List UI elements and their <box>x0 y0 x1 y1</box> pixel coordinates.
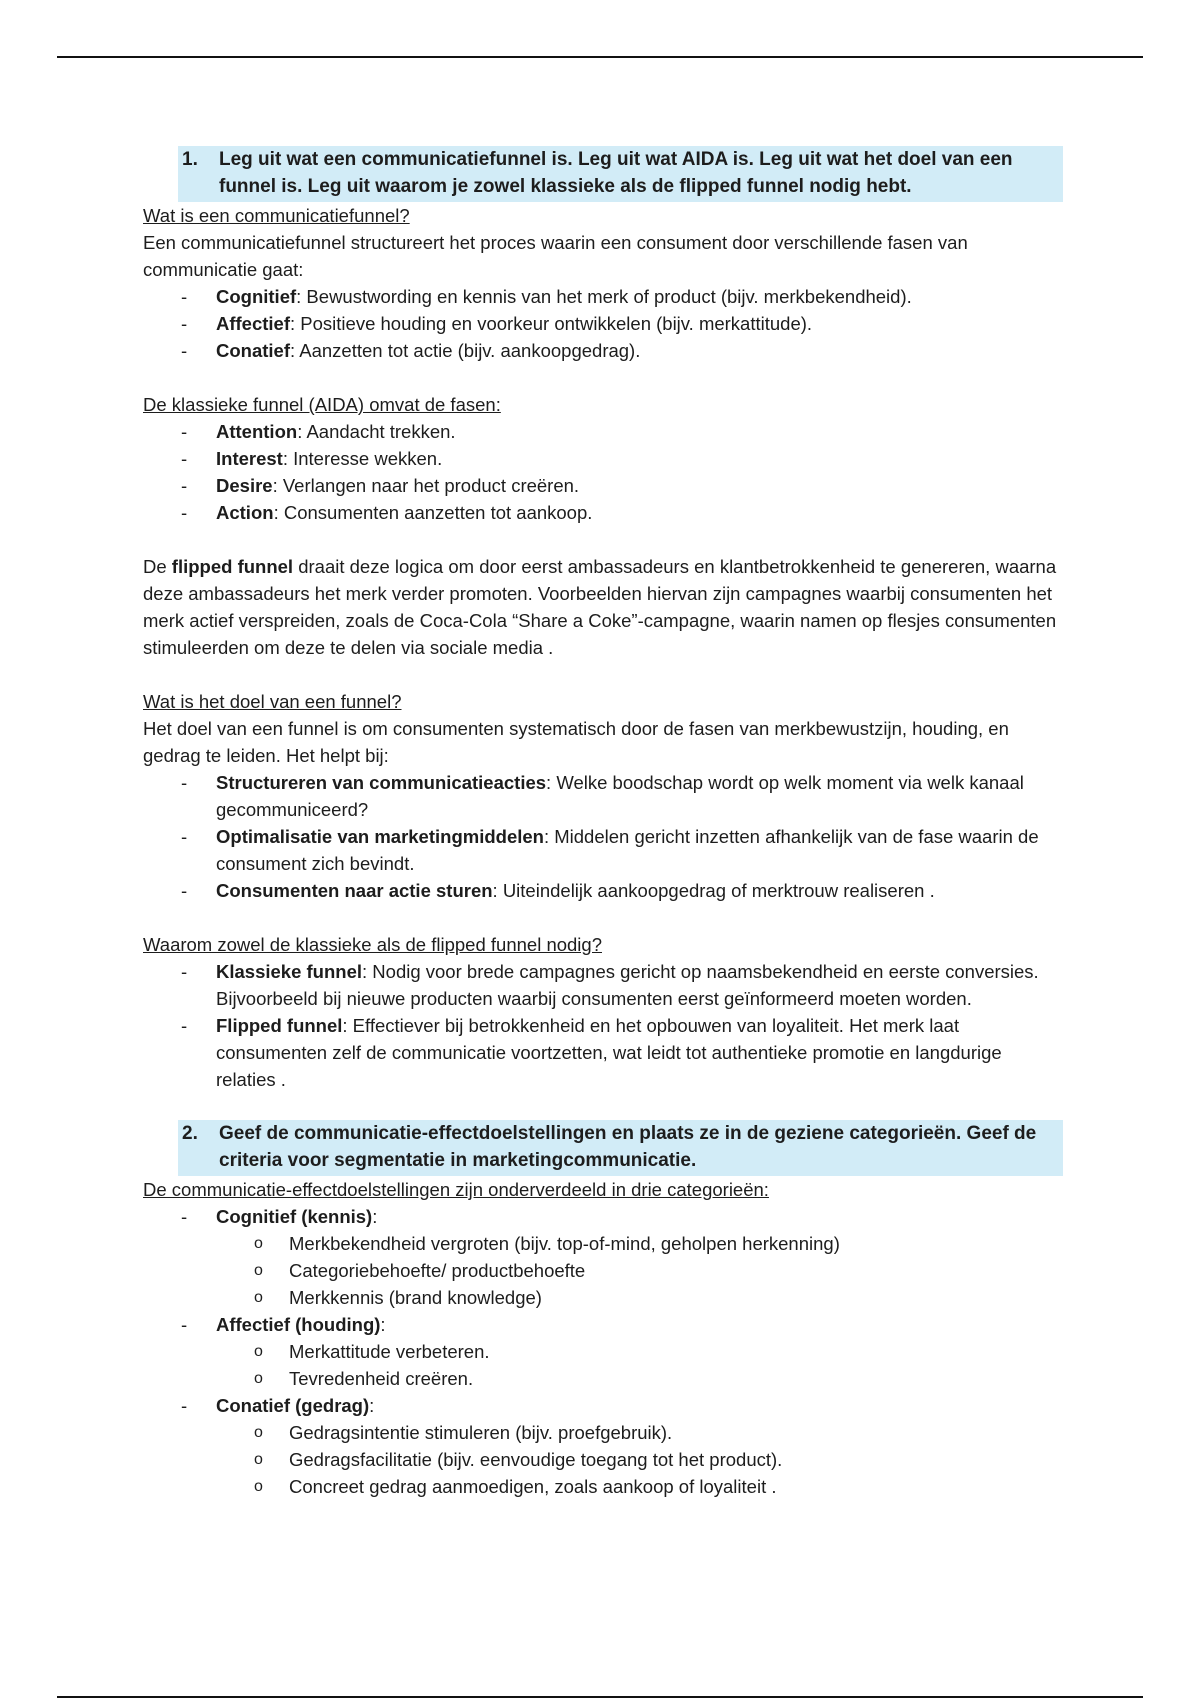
term: Cognitief (kennis) <box>216 1206 373 1227</box>
term: Klassieke funnel <box>216 961 363 982</box>
term: Conatief (gedrag) <box>216 1395 370 1416</box>
section-heading: De communicatie-effectdoelstellingen zijn onderverdeeld in drie categorieën: <box>143 1179 769 1200</box>
question-1-heading <box>178 146 1063 202</box>
list-item <box>143 472 1063 499</box>
definition: : Welke boodschap wordt op welk moment via welk kanaal gecommuniceerd? <box>216 772 1024 820</box>
sub-list-item: o Merkattitude verbeteren. <box>143 1338 1063 1365</box>
list-item <box>143 877 1063 904</box>
definition: : Interesse wekken. <box>282 448 443 469</box>
term: Affectief <box>216 313 291 334</box>
sub-list-item: o Merkbekendheid vergroten (bijv. top-of-mind, geholpen herkenning) <box>143 1230 1063 1257</box>
text-run: De <box>143 556 172 577</box>
list-item <box>143 337 1063 364</box>
definition: : Aandacht trekken. <box>297 421 456 442</box>
term: Cognitief <box>216 286 297 307</box>
flipped-funnel-paragraph <box>143 553 1063 661</box>
paragraph: Het doel van een funnel is om consumenten systematisch door de fasen van merkbewustzijn, houding, en gedrag te leiden. Het helpt bij: <box>143 718 1009 766</box>
sub-list <box>143 1230 1063 1311</box>
term: Action <box>216 502 274 523</box>
section-heading: De klassieke funnel (AIDA) omvat de fasen: <box>143 394 501 415</box>
sub-list-item: o Categoriebehoefte/ productbehoefte <box>143 1257 1063 1284</box>
sub-list <box>143 1419 1063 1500</box>
list-item <box>143 769 1063 823</box>
paragraph: Een communicatiefunnel structureert het proces waarin een consument door verschillende fasen van communicatie gaat: <box>143 232 968 280</box>
list-item <box>143 1392 1063 1419</box>
list-item <box>143 1203 1063 1230</box>
question-2-heading <box>178 1120 1063 1176</box>
list-item <box>143 445 1063 472</box>
definition: : Uiteindelijk aankoopgedrag of merktrouw realiseren . <box>492 880 935 901</box>
bullet-list <box>143 283 1063 364</box>
top-rule <box>57 56 1143 58</box>
term: Flipped funnel <box>216 1015 343 1036</box>
bullet-list <box>143 958 1063 1093</box>
definition: : Middelen gericht inzetten afhankelijk van de fase waarin de consument zich bevindt. <box>216 826 1039 874</box>
question-number: 1. <box>182 149 198 170</box>
term: Consumenten naar actie sturen <box>216 880 493 901</box>
sub-list-item: o Gedragsfacilitatie (bijv. eenvoudige toegang tot het product). <box>143 1446 1063 1473</box>
list-item <box>143 283 1063 310</box>
bullet-list <box>143 418 1063 526</box>
section-heading: Wat is een communicatiefunnel? <box>143 205 410 226</box>
term: Structureren van communicatieacties <box>216 772 547 793</box>
document-body <box>143 146 1063 1500</box>
term: flipped funnel <box>171 556 294 577</box>
sub-list <box>143 1338 1063 1392</box>
bottom-rule <box>57 1696 1143 1698</box>
bullet-list <box>143 769 1063 904</box>
section-heading: Waarom zowel de klassieke als de flipped funnel nodig? <box>143 934 602 955</box>
list-item <box>143 823 1063 877</box>
term: Affectief (houding) <box>216 1314 381 1335</box>
definition: : Consumenten aanzetten tot aankoop. <box>273 502 593 523</box>
definition: : Nodig voor brede campagnes gericht op naamsbekendheid en eerste conversies. Bijvoorbeeld bij nieuwe producten waarbij consumenten eerst geïnformeerd moeten worden. <box>216 961 1039 1009</box>
term: Interest <box>216 448 283 469</box>
term: Conatief <box>216 340 290 361</box>
list-item <box>143 1012 1063 1093</box>
sub-list-item: o Concreet gedrag aanmoedigen, zoals aankoop of loyaliteit . <box>143 1473 1063 1500</box>
question-title: Geef de communicatie-effectdoelstellingen en plaats ze in de geziene categorieën. Geef de criteria voor segmentatie in marketingcommunicatie. <box>219 1123 1037 1171</box>
bullet-list <box>143 1392 1063 1419</box>
sub-list-item: o Tevredenheid creëren. <box>143 1365 1063 1392</box>
definition: : Aanzetten tot actie (bijv. aankoopgedrag). <box>290 340 641 361</box>
term: Optimalisatie van marketingmiddelen <box>216 826 544 847</box>
definition: : Effectiever bij betrokkenheid en het opbouwen van loyaliteit. Het merk laat consumenten zelf de communicatie voortzetten, wat leidt tot authentieke promotie en langdurige relaties . <box>216 1015 1002 1090</box>
list-item <box>143 499 1063 526</box>
sub-list-item: o Gedragsintentie stimuleren (bijv. proefgebruik). <box>143 1419 1063 1446</box>
sub-list-item: o Merkkennis (brand knowledge) <box>143 1284 1063 1311</box>
bullet-list <box>143 1203 1063 1230</box>
suffix: : <box>380 1314 386 1335</box>
section-heading: Wat is het doel van een funnel? <box>143 691 402 712</box>
suffix: : <box>369 1395 375 1416</box>
bullet-list <box>143 1311 1063 1338</box>
suffix: : <box>372 1206 378 1227</box>
question-title: Leg uit wat een communicatiefunnel is. Leg uit wat AIDA is. Leg uit wat het doel van een funnel is. Leg uit waarom je zowel klassieke als de flipped funnel nodig hebt. <box>219 149 1013 197</box>
term: Attention <box>216 421 298 442</box>
term: Desire <box>216 475 273 496</box>
question-number: 2. <box>182 1123 198 1144</box>
list-item <box>143 1311 1063 1338</box>
list-item <box>143 958 1063 1012</box>
list-item <box>143 418 1063 445</box>
definition: : Verlangen naar het product creëren. <box>272 475 580 496</box>
definition: : Bewustwording en kennis van het merk of product (bijv. merkbekendheid). <box>296 286 912 307</box>
definition: : Positieve houding en voorkeur ontwikkelen (bijv. merkattitude). <box>290 313 813 334</box>
text-run: draait deze logica om door eerst ambassadeurs en klantbetrokkenheid te genereren, waarna deze ambassadeurs het merk verder promoten. Voorbeelden hiervan zijn campagnes waarbij consumenten het merk actief verspreiden, zoals de Coca-Cola “Share a Coke”-campagne, waarin namen op flesjes consumenten stimuleerden om deze te delen via sociale media . <box>143 556 1057 658</box>
list-item <box>143 310 1063 337</box>
